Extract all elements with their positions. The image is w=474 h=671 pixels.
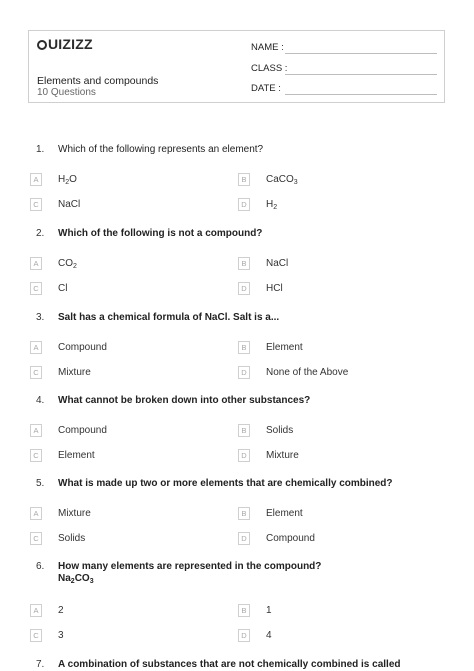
option-text: 3 <box>58 630 64 641</box>
question-number: 3. <box>36 312 45 323</box>
date-label: DATE : <box>251 83 281 94</box>
class-label: CLASS : <box>251 63 288 74</box>
name-label: NAME : <box>251 42 284 53</box>
option-text: 1 <box>266 605 272 616</box>
quizizz-logo <box>37 36 93 52</box>
logo-q-icon <box>37 40 47 50</box>
option-letter-box: B <box>238 341 250 354</box>
option-letter-box: C <box>30 449 42 462</box>
option-letter-box: C <box>30 366 42 379</box>
question-text: How many elements are represented in the compound? $Na_2CO_3$ <box>58 561 322 585</box>
option-text: Compound <box>266 533 315 544</box>
question-text: What is made up two or more elements that are chemically combined? <box>58 478 393 489</box>
question-number: 6. <box>36 561 45 572</box>
option-text: NaCl <box>266 258 289 269</box>
option-text: $H_2O$ <box>58 174 77 186</box>
option-text: Solids <box>58 533 86 544</box>
option-text: None of the Above <box>266 367 349 378</box>
option-letter-box: B <box>238 173 250 186</box>
name-field[interactable] <box>285 53 437 54</box>
option-letter-box: B <box>238 604 250 617</box>
option-text: Mixture <box>266 450 299 461</box>
option-letter-box: B <box>238 424 250 437</box>
option-letter-box: D <box>238 366 250 379</box>
option-text: Cl <box>58 283 68 294</box>
option-letter-box: D <box>238 282 250 295</box>
question-number: 5. <box>36 478 45 489</box>
option-text: Element <box>58 450 95 461</box>
option-letter-box: C <box>30 198 42 211</box>
option-text: Compound <box>58 342 107 353</box>
compound-formula: $Na_2CO_3$ <box>58 573 94 585</box>
question-text: Which of the following is not a compound? <box>58 228 263 239</box>
class-field[interactable] <box>285 74 437 75</box>
option-letter-box: A <box>30 341 42 354</box>
date-field[interactable] <box>285 94 437 95</box>
logo-text: UIZIZZ <box>48 36 93 52</box>
question-number: 4. <box>36 395 45 406</box>
option-letter-box: A <box>30 604 42 617</box>
option-letter-box: B <box>238 257 250 270</box>
option-text: Mixture <box>58 508 91 519</box>
question-text: Which of the following represents an element? <box>58 144 264 155</box>
option-text: 4 <box>266 630 272 641</box>
option-letter-box: C <box>30 282 42 295</box>
option-letter-box: A <box>30 173 42 186</box>
question-text: Salt has a chemical formula of NaCl. Salt is a... <box>58 312 280 323</box>
option-letter-box: A <box>30 507 42 520</box>
option-letter-box: C <box>30 629 42 642</box>
question-text: What cannot be broken down into other substances? <box>58 395 311 406</box>
option-letter-box: B <box>238 507 250 520</box>
option-text: 2 <box>58 605 64 616</box>
worksheet-title: Elements and compounds <box>37 75 159 87</box>
option-text: $H_2$ <box>266 199 278 211</box>
question-number: 7. <box>36 659 45 670</box>
option-text: Mixture <box>58 367 91 378</box>
option-text: Element <box>266 342 303 353</box>
question-number: 2. <box>36 228 45 239</box>
option-text: CaCO$_3$ <box>266 174 298 186</box>
option-text: NaCl <box>58 199 81 210</box>
option-text: Solids <box>266 425 294 436</box>
option-letter-box: A <box>30 257 42 270</box>
option-text: HCl <box>266 283 283 294</box>
option-text: Compound <box>58 425 107 436</box>
worksheet-header <box>28 30 445 103</box>
option-text: Element <box>266 508 303 519</box>
question-count: 10 Questions <box>37 87 96 98</box>
option-letter-box: D <box>238 198 250 211</box>
option-text: $CO_2$ <box>58 258 77 270</box>
option-letter-box: A <box>30 424 42 437</box>
option-letter-box: C <box>30 532 42 545</box>
option-letter-box: D <box>238 532 250 545</box>
question-text: A combination of substances that are not chemically combined is called <box>58 659 401 670</box>
option-letter-box: D <box>238 629 250 642</box>
question-number: 1. <box>36 144 45 155</box>
option-letter-box: D <box>238 449 250 462</box>
